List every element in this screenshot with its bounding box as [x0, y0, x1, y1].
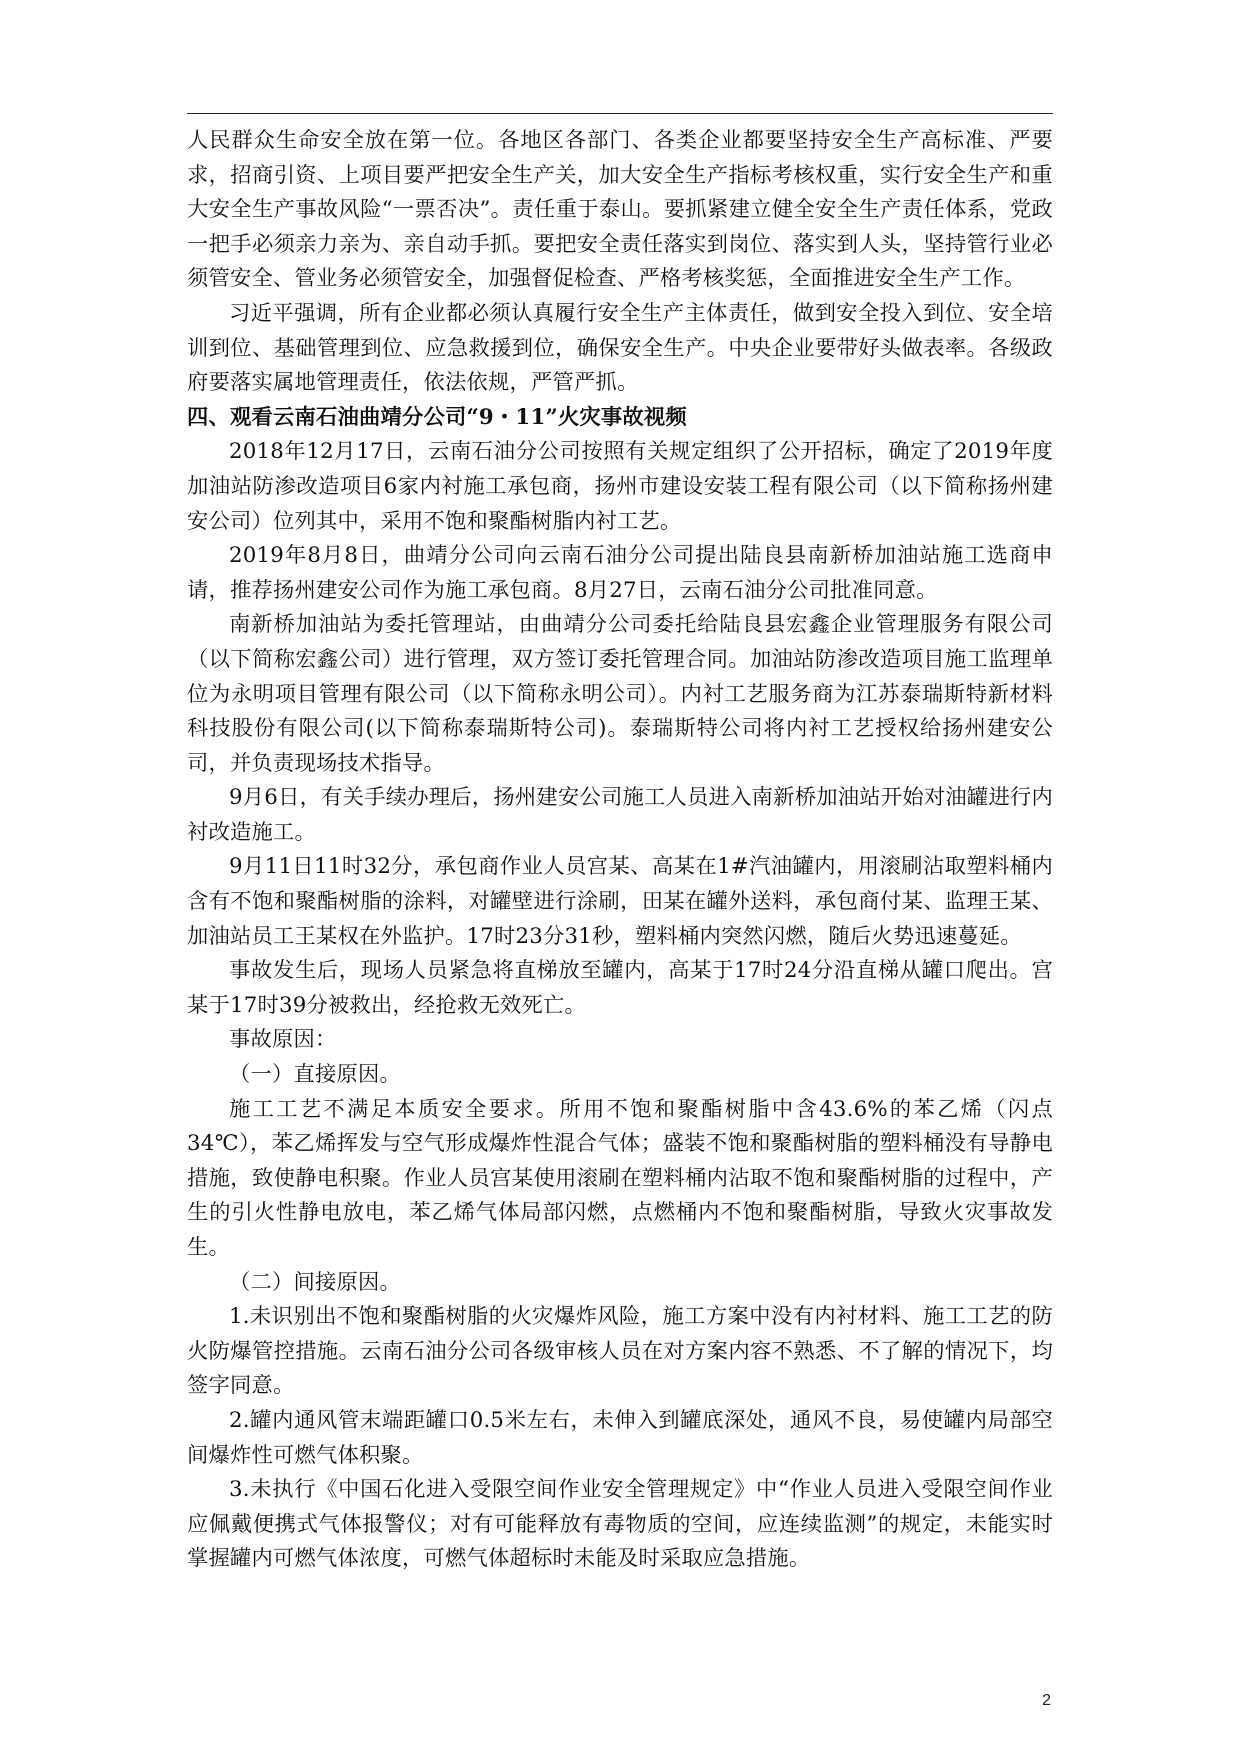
paragraph: 9月11日11时32分，承包商作业人员宫某、高某在1#汽油罐内，用滚刷沾取塑料桶内含有不饱和聚酯树脂的涂料，对罐壁进行涂刷，田某在罐外送料，承包商付某、监理王某、加油站员工王某权在外监护。17时23分31秒，塑料桶内突然闪燃，随后火势迅速蔓延。: [187, 854, 1053, 949]
page-number: 2: [1042, 1692, 1051, 1709]
paragraph: 3.未执行《中国石化进入受限空间作业安全管理规定》中“作业人员进入受限空间作业应佩戴便携式气体报警仪；对有可能释放有毒物质的空间，应连续监测”的规定，未能实时掌握罐内可燃气体浓度，可燃气体超标时未能及时采取应急措施。: [187, 1477, 1053, 1572]
paragraph: （二）间接原因。: [229, 1269, 401, 1295]
paragraph: 9月6日，有关手续办理后，扬州建安公司施工人员进入南新桥加油站开始对油罐进行内衬改造施工。: [187, 785, 1053, 845]
paragraph: 南新桥加油站为委托管理站，由曲靖分公司委托给陆良县宏鑫企业管理服务有限公司（以下简称宏鑫公司）进行管理，双方签订委托管理合同。加油站防渗改造项目施工监理单位为永明项目管理有限公司（以下简称永明公司）。内衬工艺服务商为江苏泰瑞斯特新材料科技股份有限公司(以下简称泰瑞斯特公司)。泰瑞斯特公司将内衬工艺授权给扬州建安公司，并负责现场技术指导。: [187, 612, 1053, 776]
paragraph: 2.罐内通风管末端距罐口0.5米左右，未伸入到罐底深处，通风不良，易使罐内局部空间爆炸性可燃气体积聚。: [187, 1407, 1053, 1468]
paragraph: 2019年8月8日，曲靖分公司向云南石油分公司提出陆良县南新桥加油站施工选商申请，推荐扬州建安公司作为施工承包商。8月27日，云南石油分公司批准同意。: [187, 543, 1053, 603]
paragraph: 施工工艺不满足本质安全要求。所用不饱和聚酯树脂中含43.6%的苯乙烯（闪点34℃），苯乙烯挥发与空气形成爆炸性混合气体；盛装不饱和聚酯树脂的塑料桶没有导静电措施，致使静电积聚。作业人员宫某使用滚刷在塑料桶内沾取不饱和聚酯树脂的过程中，产生的引火性静电放电，苯乙烯气体局部闪燃，点燃桶内不饱和聚酯树脂，导致火灾事故发生。: [187, 1096, 1053, 1260]
paragraph: 2018年12月17日，云南石油分公司按照有关规定组织了公开招标，确定了2019年度加油站防渗改造项目6家内衬施工承包商，扬州市建设安装工程有限公司（以下简称扬州建安公司）位列其中，采用不饱和聚酯树脂内衬工艺。: [187, 439, 1053, 534]
paragraph: （一）直接原因。: [229, 1062, 401, 1088]
paragraph: 1.未识别出不饱和聚酯树脂的火灾爆炸风险，施工方案中没有内衬材料、施工工艺的防火防爆管控措施。云南石油分公司各级审核人员在对方案内容不熟悉、不了解的情况下，均签字同意。: [187, 1304, 1053, 1399]
section-heading: 四、观看云南石油曲靖分公司“9・11”火灾事故视频: [187, 404, 687, 430]
header-rule: [187, 113, 1053, 114]
paragraph: 事故原因：: [229, 1027, 337, 1053]
paragraph: 习近平强调，所有企业都必须认真履行安全生产主体责任，做到安全投入到位、安全培训到位、基础管理到位、应急救援到位，确保安全生产。中央企业要带好头做表率。各级政府要落实属地管理责任，依法依规，严管严抓。: [187, 300, 1053, 396]
paragraph: 人民群众生命安全放在第一位。各地区各部门、各类企业都要坚持安全生产高标准、严要求，招商引资、上项目要严把安全生产关，加大安全生产指标考核权重，实行安全生产和重大安全生产事故风险“一票否决”。责任重于泰山。要抓紧建立健全安全生产责任体系，党政一把手必须亲力亲为、亲自动手抓。要把安全责任落实到岗位、落实到人头，坚持管行业必须管安全、管业务必须管安全，加强督促检查、严格考核奖惩，全面推进安全生产工作。: [187, 128, 1053, 292]
paragraph: 事故发生后，现场人员紧急将直梯放至罐内，高某于17时24分沿直梯从罐口爬出。宫某于17时39分被救出，经抢救无效死亡。: [187, 958, 1053, 1018]
document-body: [187, 124, 1053, 1577]
